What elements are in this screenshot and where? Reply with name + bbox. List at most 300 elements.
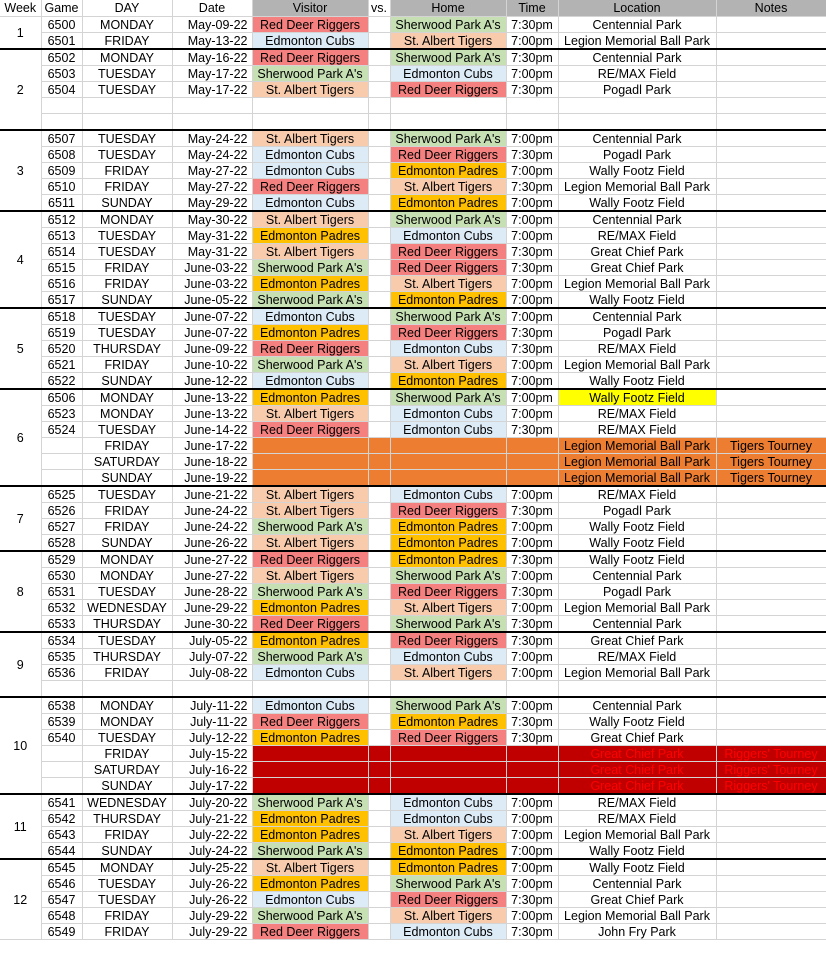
game-number[interactable]: 6501 [41,33,82,50]
notes-cell[interactable] [716,244,826,260]
day-cell[interactable]: MONDAY [82,714,172,730]
visitor-cell[interactable]: Sherwood Park A's [252,908,368,924]
notes-cell[interactable] [716,876,826,892]
vs-cell[interactable] [368,535,390,552]
week-number[interactable]: 8 [0,551,41,632]
home-cell[interactable]: St. Albert Tigers [390,276,506,292]
day-cell[interactable]: FRIDAY [82,746,172,762]
visitor-cell[interactable]: St. Albert Tigers [252,859,368,876]
empty-cell[interactable] [172,98,252,114]
location-cell[interactable]: Centennial Park [558,130,716,147]
time-cell[interactable]: 7:30pm [506,503,558,519]
tourney-block[interactable] [368,470,390,487]
notes-cell[interactable] [716,616,826,633]
notes-cell[interactable] [716,163,826,179]
notes-cell[interactable] [716,292,826,309]
time-cell[interactable]: 7:00pm [506,827,558,843]
tourney-block[interactable] [506,746,558,762]
notes-cell[interactable] [716,859,826,876]
vs-cell[interactable] [368,179,390,195]
vs-cell[interactable] [368,568,390,584]
game-number[interactable]: 6534 [41,632,82,649]
time-cell[interactable]: 7:30pm [506,584,558,600]
day-cell[interactable]: TUESDAY [82,486,172,503]
day-cell[interactable]: MONDAY [82,551,172,568]
visitor-cell[interactable]: St. Albert Tigers [252,82,368,98]
location-cell[interactable]: Legion Memorial Ball Park [558,357,716,373]
day-cell[interactable]: MONDAY [82,211,172,228]
week-number[interactable]: 3 [0,130,41,211]
tourney-block[interactable] [252,778,368,795]
date-cell[interactable]: July-12-22 [172,730,252,746]
tourney-block[interactable] [252,762,368,778]
visitor-cell[interactable]: Edmonton Padres [252,632,368,649]
notes-cell[interactable] [716,649,826,665]
home-cell[interactable]: Sherwood Park A's [390,876,506,892]
visitor-cell[interactable]: Edmonton Cubs [252,892,368,908]
date-cell[interactable]: May-29-22 [172,195,252,212]
notes-cell[interactable] [716,228,826,244]
vs-cell[interactable] [368,195,390,212]
game-number[interactable]: 6518 [41,308,82,325]
home-cell[interactable]: Edmonton Cubs [390,486,506,503]
day-cell[interactable]: TUESDAY [82,632,172,649]
tourney-block[interactable] [506,762,558,778]
game-number[interactable]: 6527 [41,519,82,535]
home-cell[interactable]: Edmonton Padres [390,373,506,390]
date-cell[interactable]: May-27-22 [172,163,252,179]
day-cell[interactable]: WEDNESDAY [82,600,172,616]
day-cell[interactable]: SUNDAY [82,373,172,390]
visitor-cell[interactable]: Edmonton Cubs [252,163,368,179]
visitor-cell[interactable]: Red Deer Riggers [252,551,368,568]
col-home-header[interactable]: Home [390,0,506,17]
notes-cell[interactable] [716,924,826,940]
date-cell[interactable]: July-15-22 [172,746,252,762]
game-number[interactable]: 6542 [41,811,82,827]
notes-cell[interactable] [716,730,826,746]
game-number[interactable] [41,470,82,487]
location-cell[interactable]: Pogadl Park [558,147,716,163]
notes-cell[interactable]: Riggers' Tourney [716,746,826,762]
notes-cell[interactable]: Tigers Tourney [716,470,826,487]
location-cell[interactable]: Legion Memorial Ball Park [558,179,716,195]
time-cell[interactable]: 7:00pm [506,649,558,665]
location-cell[interactable]: Legion Memorial Ball Park [558,908,716,924]
location-cell[interactable]: Wally Footz Field [558,551,716,568]
vs-cell[interactable] [368,373,390,390]
location-cell[interactable]: RE/MAX Field [558,649,716,665]
vs-cell[interactable] [368,859,390,876]
col-week-header[interactable]: Week [0,0,41,17]
date-cell[interactable]: June-19-22 [172,470,252,487]
date-cell[interactable]: June-13-22 [172,406,252,422]
home-cell[interactable]: Edmonton Padres [390,843,506,860]
notes-cell[interactable] [716,260,826,276]
notes-cell[interactable] [716,33,826,50]
home-cell[interactable]: Edmonton Padres [390,195,506,212]
location-cell[interactable]: RE/MAX Field [558,811,716,827]
time-cell[interactable]: 7:00pm [506,211,558,228]
home-cell[interactable]: Edmonton Padres [390,551,506,568]
vs-cell[interactable] [368,325,390,341]
date-cell[interactable]: May-13-22 [172,33,252,50]
notes-cell[interactable] [716,697,826,714]
empty-cell[interactable] [172,114,252,131]
notes-cell[interactable] [716,503,826,519]
tourney-block[interactable] [252,470,368,487]
day-cell[interactable]: SUNDAY [82,778,172,795]
empty-cell[interactable] [368,98,390,114]
day-cell[interactable]: FRIDAY [82,179,172,195]
time-cell[interactable]: 7:30pm [506,551,558,568]
time-cell[interactable]: 7:00pm [506,568,558,584]
game-number[interactable]: 6533 [41,616,82,633]
vs-cell[interactable] [368,82,390,98]
vs-cell[interactable] [368,794,390,811]
empty-cell[interactable] [41,114,82,131]
time-cell[interactable]: 7:30pm [506,616,558,633]
day-cell[interactable]: THURSDAY [82,341,172,357]
day-cell[interactable]: TUESDAY [82,130,172,147]
date-cell[interactable]: May-31-22 [172,244,252,260]
home-cell[interactable]: Sherwood Park A's [390,211,506,228]
empty-cell[interactable] [390,114,506,131]
notes-cell[interactable] [716,49,826,66]
visitor-cell[interactable]: Red Deer Riggers [252,341,368,357]
notes-cell[interactable] [716,17,826,33]
date-cell[interactable]: June-18-22 [172,454,252,470]
game-number[interactable]: 6506 [41,389,82,406]
empty-cell[interactable] [172,681,252,698]
empty-cell[interactable] [506,114,558,131]
home-cell[interactable]: Sherwood Park A's [390,697,506,714]
date-cell[interactable]: July-26-22 [172,892,252,908]
home-cell[interactable]: Edmonton Padres [390,714,506,730]
week-number[interactable]: 1 [0,17,41,50]
tourney-block[interactable] [506,778,558,795]
location-cell[interactable]: Legion Memorial Ball Park [558,600,716,616]
location-cell[interactable]: RE/MAX Field [558,794,716,811]
home-cell[interactable]: Edmonton Padres [390,859,506,876]
time-cell[interactable]: 7:30pm [506,260,558,276]
notes-cell[interactable] [716,179,826,195]
time-cell[interactable]: 7:30pm [506,82,558,98]
time-cell[interactable]: 7:00pm [506,486,558,503]
date-cell[interactable]: June-12-22 [172,373,252,390]
game-number[interactable]: 6538 [41,697,82,714]
home-cell[interactable]: Red Deer Riggers [390,584,506,600]
vs-cell[interactable] [368,811,390,827]
col-game-header[interactable]: Game [41,0,82,17]
home-cell[interactable]: Edmonton Padres [390,163,506,179]
game-number[interactable] [41,454,82,470]
week-number[interactable]: 12 [0,859,41,940]
location-cell[interactable]: Wally Footz Field [558,843,716,860]
vs-cell[interactable] [368,422,390,438]
home-cell[interactable]: Sherwood Park A's [390,389,506,406]
week-number[interactable]: 2 [0,49,41,130]
notes-cell[interactable] [716,811,826,827]
location-cell[interactable]: Legion Memorial Ball Park [558,827,716,843]
tourney-block[interactable] [368,438,390,454]
notes-cell[interactable] [716,308,826,325]
notes-cell[interactable] [716,908,826,924]
game-number[interactable]: 6539 [41,714,82,730]
tourney-block[interactable] [390,778,506,795]
visitor-cell[interactable]: Edmonton Padres [252,389,368,406]
tourney-block[interactable] [368,454,390,470]
tourney-block[interactable] [390,438,506,454]
visitor-cell[interactable]: Edmonton Cubs [252,308,368,325]
home-cell[interactable]: Sherwood Park A's [390,130,506,147]
empty-cell[interactable] [252,98,368,114]
home-cell[interactable]: St. Albert Tigers [390,600,506,616]
location-cell[interactable]: Wally Footz Field [558,373,716,390]
date-cell[interactable]: July-24-22 [172,843,252,860]
empty-cell[interactable] [558,681,716,698]
vs-cell[interactable] [368,276,390,292]
game-number[interactable]: 6521 [41,357,82,373]
day-cell[interactable]: TUESDAY [82,876,172,892]
week-number[interactable]: 11 [0,794,41,859]
date-cell[interactable]: May-27-22 [172,179,252,195]
tourney-block[interactable] [506,438,558,454]
empty-cell[interactable] [82,114,172,131]
day-cell[interactable]: TUESDAY [82,244,172,260]
home-cell[interactable]: Sherwood Park A's [390,616,506,633]
game-number[interactable]: 6546 [41,876,82,892]
visitor-cell[interactable]: Red Deer Riggers [252,179,368,195]
game-number[interactable]: 6529 [41,551,82,568]
col-date-header[interactable]: Date [172,0,252,17]
day-cell[interactable]: TUESDAY [82,730,172,746]
visitor-cell[interactable]: St. Albert Tigers [252,486,368,503]
game-number[interactable] [41,438,82,454]
visitor-cell[interactable]: Edmonton Cubs [252,697,368,714]
week-number[interactable]: 7 [0,486,41,551]
date-cell[interactable]: July-17-22 [172,778,252,795]
notes-cell[interactable] [716,714,826,730]
day-cell[interactable]: MONDAY [82,406,172,422]
empty-cell[interactable] [390,681,506,698]
time-cell[interactable]: 7:30pm [506,730,558,746]
home-cell[interactable]: St. Albert Tigers [390,665,506,681]
date-cell[interactable]: June-24-22 [172,519,252,535]
vs-cell[interactable] [368,244,390,260]
date-cell[interactable]: July-29-22 [172,924,252,940]
time-cell[interactable]: 7:30pm [506,714,558,730]
visitor-cell[interactable]: Edmonton Cubs [252,33,368,50]
day-cell[interactable]: FRIDAY [82,503,172,519]
day-cell[interactable]: WEDNESDAY [82,794,172,811]
vs-cell[interactable] [368,600,390,616]
date-cell[interactable]: May-16-22 [172,49,252,66]
col-visitor-header[interactable]: Visitor [252,0,368,17]
time-cell[interactable]: 7:00pm [506,130,558,147]
tourney-block[interactable] [252,438,368,454]
game-number[interactable]: 6515 [41,260,82,276]
location-cell[interactable]: Great Chief Park [558,746,716,762]
notes-cell[interactable] [716,195,826,212]
location-cell[interactable]: Wally Footz Field [558,859,716,876]
vs-cell[interactable] [368,876,390,892]
vs-cell[interactable] [368,551,390,568]
day-cell[interactable]: FRIDAY [82,438,172,454]
location-cell[interactable]: Pogadl Park [558,82,716,98]
home-cell[interactable]: Red Deer Riggers [390,503,506,519]
visitor-cell[interactable]: St. Albert Tigers [252,535,368,552]
game-number[interactable]: 6536 [41,665,82,681]
location-cell[interactable]: Great Chief Park [558,730,716,746]
location-cell[interactable]: Legion Memorial Ball Park [558,665,716,681]
notes-cell[interactable] [716,147,826,163]
notes-cell[interactable] [716,130,826,147]
notes-cell[interactable] [716,406,826,422]
col-notes-header[interactable]: Notes [716,0,826,17]
vs-cell[interactable] [368,486,390,503]
home-cell[interactable]: Red Deer Riggers [390,892,506,908]
date-cell[interactable]: May-31-22 [172,228,252,244]
tourney-block[interactable] [506,454,558,470]
game-number[interactable]: 6517 [41,292,82,309]
location-cell[interactable]: Legion Memorial Ball Park [558,276,716,292]
date-cell[interactable]: June-17-22 [172,438,252,454]
notes-cell[interactable] [716,325,826,341]
notes-cell[interactable] [716,535,826,552]
game-number[interactable]: 6531 [41,584,82,600]
location-cell[interactable]: Pogadl Park [558,503,716,519]
home-cell[interactable]: Edmonton Cubs [390,406,506,422]
home-cell[interactable]: Red Deer Riggers [390,147,506,163]
location-cell[interactable]: Wally Footz Field [558,714,716,730]
game-number[interactable]: 6502 [41,49,82,66]
vs-cell[interactable] [368,66,390,82]
game-number[interactable]: 6510 [41,179,82,195]
day-cell[interactable]: SUNDAY [82,535,172,552]
visitor-cell[interactable]: Sherwood Park A's [252,292,368,309]
vs-cell[interactable] [368,130,390,147]
day-cell[interactable]: THURSDAY [82,811,172,827]
tourney-block[interactable] [390,762,506,778]
vs-cell[interactable] [368,406,390,422]
notes-cell[interactable] [716,892,826,908]
home-cell[interactable]: Edmonton Padres [390,519,506,535]
home-cell[interactable]: Sherwood Park A's [390,17,506,33]
empty-cell[interactable] [41,681,82,698]
visitor-cell[interactable]: Edmonton Cubs [252,147,368,163]
visitor-cell[interactable]: St. Albert Tigers [252,568,368,584]
visitor-cell[interactable]: Red Deer Riggers [252,616,368,633]
game-number[interactable]: 6540 [41,730,82,746]
empty-cell[interactable] [252,681,368,698]
time-cell[interactable]: 7:30pm [506,49,558,66]
day-cell[interactable]: TUESDAY [82,422,172,438]
location-cell[interactable]: Centennial Park [558,568,716,584]
week-number[interactable]: 9 [0,632,41,697]
visitor-cell[interactable]: Sherwood Park A's [252,649,368,665]
visitor-cell[interactable]: Edmonton Padres [252,827,368,843]
game-number[interactable] [41,762,82,778]
home-cell[interactable]: St. Albert Tigers [390,908,506,924]
empty-cell[interactable] [41,98,82,114]
game-number[interactable]: 6544 [41,843,82,860]
empty-cell[interactable] [506,681,558,698]
date-cell[interactable]: June-03-22 [172,260,252,276]
visitor-cell[interactable]: Edmonton Cubs [252,665,368,681]
location-cell[interactable]: RE/MAX Field [558,341,716,357]
game-number[interactable]: 6535 [41,649,82,665]
empty-cell[interactable] [82,98,172,114]
col-vs-header[interactable]: vs. [368,0,390,17]
tourney-block[interactable] [368,746,390,762]
tourney-block[interactable] [252,454,368,470]
vs-cell[interactable] [368,389,390,406]
time-cell[interactable]: 7:30pm [506,17,558,33]
time-cell[interactable]: 7:00pm [506,33,558,50]
notes-cell[interactable] [716,519,826,535]
time-cell[interactable]: 7:30pm [506,422,558,438]
visitor-cell[interactable]: Edmonton Padres [252,876,368,892]
location-cell[interactable]: Legion Memorial Ball Park [558,438,716,454]
time-cell[interactable]: 7:30pm [506,632,558,649]
visitor-cell[interactable]: Sherwood Park A's [252,843,368,860]
day-cell[interactable]: TUESDAY [82,228,172,244]
visitor-cell[interactable]: Edmonton Padres [252,811,368,827]
vs-cell[interactable] [368,827,390,843]
visitor-cell[interactable]: Red Deer Riggers [252,17,368,33]
day-cell[interactable]: MONDAY [82,859,172,876]
empty-cell[interactable] [252,114,368,131]
week-number[interactable]: 10 [0,697,41,794]
vs-cell[interactable] [368,924,390,940]
visitor-cell[interactable]: Edmonton Padres [252,228,368,244]
game-number[interactable]: 6523 [41,406,82,422]
vs-cell[interactable] [368,730,390,746]
date-cell[interactable]: June-05-22 [172,292,252,309]
day-cell[interactable]: FRIDAY [82,924,172,940]
visitor-cell[interactable]: Sherwood Park A's [252,584,368,600]
day-cell[interactable]: TUESDAY [82,308,172,325]
vs-cell[interactable] [368,843,390,860]
vs-cell[interactable] [368,292,390,309]
date-cell[interactable]: July-11-22 [172,697,252,714]
empty-cell[interactable] [368,681,390,698]
vs-cell[interactable] [368,519,390,535]
empty-cell[interactable] [716,681,826,698]
day-cell[interactable]: TUESDAY [82,584,172,600]
time-cell[interactable]: 7:00pm [506,794,558,811]
game-number[interactable]: 6532 [41,600,82,616]
time-cell[interactable]: 7:00pm [506,195,558,212]
notes-cell[interactable] [716,486,826,503]
date-cell[interactable]: July-16-22 [172,762,252,778]
date-cell[interactable]: July-25-22 [172,859,252,876]
game-number[interactable] [41,746,82,762]
location-cell[interactable]: RE/MAX Field [558,66,716,82]
vs-cell[interactable] [368,503,390,519]
game-number[interactable]: 6514 [41,244,82,260]
visitor-cell[interactable]: Sherwood Park A's [252,357,368,373]
location-cell[interactable]: Legion Memorial Ball Park [558,33,716,50]
date-cell[interactable]: May-24-22 [172,130,252,147]
game-number[interactable]: 6524 [41,422,82,438]
time-cell[interactable]: 7:30pm [506,924,558,940]
empty-cell[interactable] [390,98,506,114]
game-number[interactable]: 6504 [41,82,82,98]
time-cell[interactable]: 7:30pm [506,244,558,260]
location-cell[interactable]: Centennial Park [558,308,716,325]
